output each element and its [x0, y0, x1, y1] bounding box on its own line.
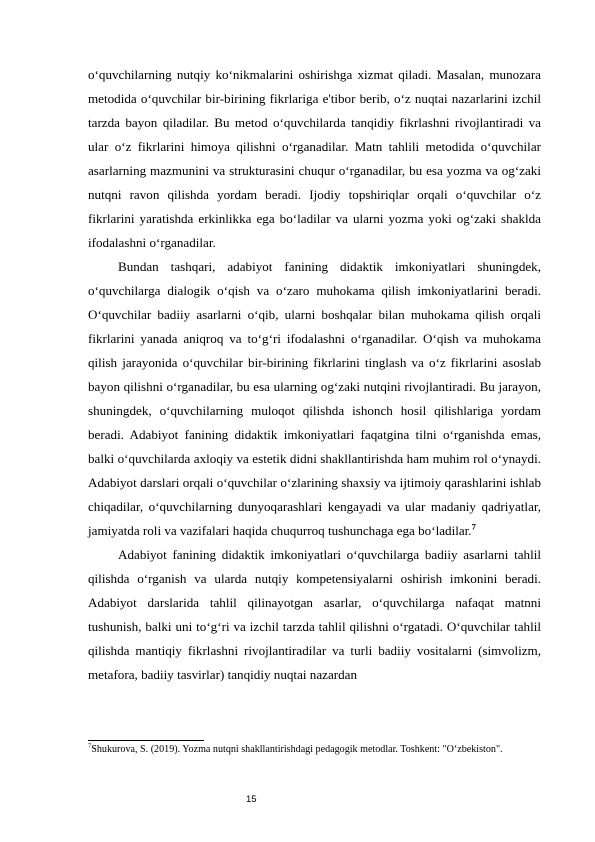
footnote-separator: [88, 740, 204, 741]
paragraph-1: [88, 63, 541, 255]
paragraph-3-text: Adabiyot fanining didaktik imkoniyatlari o‘quvchilarga badiiy asarlarni tahlil qilishda o‘rganish va ularda nutqiy kompetensiyalarni oshirish imkonini beradi. Adabiyot darslarida tahlil qilinayotgan asarlar, o‘quvchilarga nafaqat matnni tushunish, balki uni to‘g‘ri va izchil tarzda tahlil qilishni o‘rgatadi. O‘quvchilar tahlil qilishda mantiqiy fikrlashni rivojlantiradilar va turli badiiy vositalarni (simvolizm, metafora, badiiy tasvirlar) tanqidiy nuqtai nazardan: [88, 547, 541, 682]
footnote-mark: 7: [88, 742, 92, 750]
page-number: 15: [246, 794, 257, 805]
paragraph-2-text: Bundan tashqari, adabiyot fanining didaktik imkoniyatlari shuningdek, o‘quvchilarga dialogik o‘qish va o‘zaro muhokama qilish imkoniyatlarini beradi. O‘quvchilar badiiy asarlarni o‘qib, ularni boshqalar bilan muhokama qilish orqali fikrlarini yanada aniqroq va to‘g‘ri ifodalashni o‘rganadilar. O‘qish va muhokama qilish jarayonida o‘quvchilar bir-birining fikrlarini tinglash va o‘z fikrlarini asoslab bayon qilishni o‘rganadilar, bu esa ularning og‘zaki nutqini rivojlantiradi. Bu jarayon, shuningdek, o‘quvchilarning muloqot qilishda ishonch hosil qilishlariga yordam beradi. Adabiyot fanining didaktik imkoniyatlari faqatgina tilni o‘rganishda emas, balki o‘quvchilarda axloqiy va estetik didni shakllantirishda ham muhim rol o‘ynaydi. Adabiyot darslari orqali o‘quvchilar o‘zlarining shaxsiy va ijtimoiy qarashlarini ishlab chiqadilar, o‘quvchilarning dunyoqarashlari kengayadi va ular madaniy qadriyatlar, jamiyatda roli va vazifalari haqida chuqurroq tushunchaga ega bo‘ladilar.: [88, 259, 541, 538]
footnote: [88, 744, 541, 757]
footnote-reference[interactable]: 7: [471, 521, 476, 532]
body-text: [88, 63, 541, 687]
paragraph-2: [88, 255, 541, 543]
paragraph-3: [88, 543, 541, 687]
footnote-text: Shukurova, S. (2019). Yozma nutqni shakllantirishdagi pedagogik metodlar. Toshkent: "O‘zbekiston".: [91, 744, 503, 755]
paragraph-1-text: o‘quvchilarning nutqiy ko‘nikmalarini oshirishga xizmat qiladi. Masalan, munozara metodida o‘quvchilar bir-birining fikrlariga e'tibor berib, o‘z nuqtai nazarlarini izchil tarzda bayon qiladilar. Bu metod o‘quvchilarda tanqidiy fikrlashni rivojlantiradi va ular o‘z fikrlarini himoya qilishni o‘rganadilar. Matn tahlili metodida o‘quvchilar asarlarning mazmunini va strukturasini chuqur o‘rganadilar, bu esa yozma va og‘zaki nutqni ravon qilishda yordam beradi. Ijodiy topshiriqlar orqali o‘quvchilar o‘z fikrlarini yaratishda erkinlikka ega bo‘ladilar va ularni yozma yoki og‘zaki shaklda ifodalashni o‘rganadilar.: [88, 67, 541, 250]
